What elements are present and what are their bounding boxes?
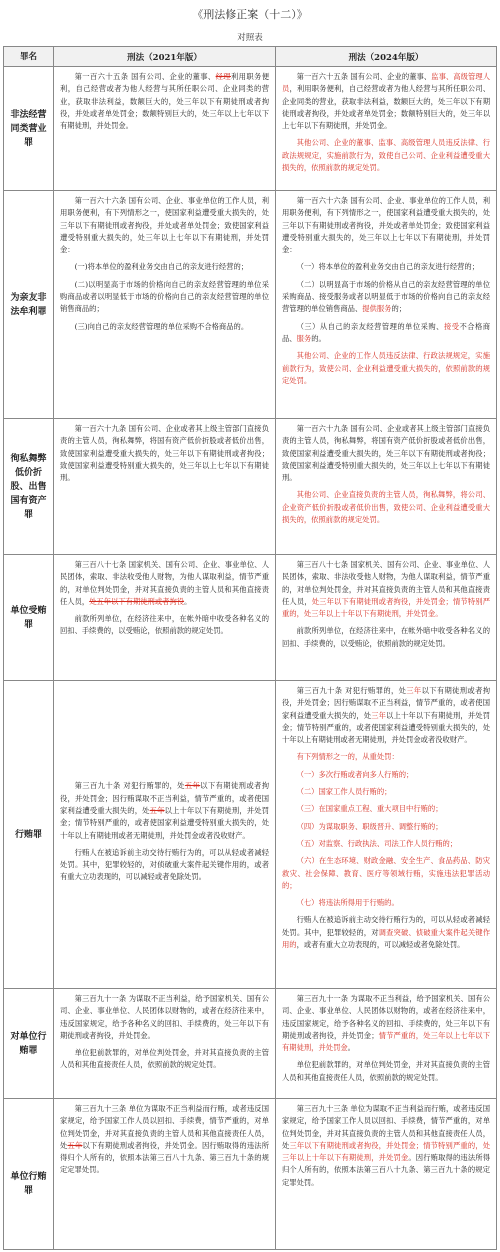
table-row: [4, 67, 496, 191]
table-row: [4, 1099, 496, 1250]
old-text-cell: [54, 681, 276, 988]
new-paragraph: 行贿人在被追诉前主动交待行贿行为的，可以从轻或者减轻处罚。其中，犯罪较轻的，对调查突破、侦破重大案件起关键作用的，或者有重大立功表现的，可以减轻或者免除处罚。: [282, 915, 491, 950]
new-paragraph: 第三百九十三条 单位为谋取不正当利益而行贿，或者违反国家规定，给予国家工作人员以回扣、手续费，情节严重的，对单位判处罚金，并对其直接负责的主管人员和其他直接责任人员，处三年以下有期徒刑或者拘役，并处罚金；情节特别严重的，处三年以上十年以下有期徒刑，并处罚金。因行贿取得的违法所得归个人所有的，依照本法第三百八十九条、第三百九十条的规定定罪处罚。: [282, 1104, 491, 1187]
amended-text: 服务: [296, 333, 312, 343]
old-paragraph: 第一百六十六条 国有公司、企业、事业单位的工作人员，利用职务便利，有下列情形之一，使国家利益遭受重大损失的，处三年以下有期徒刑或者拘役，并处或者单处罚金；致使国家利益遭受特别重大损失的，处三年以上七年以下有期徒刑，并处罚金：: [60, 196, 269, 255]
old-paragraph: 第一百六十五条 国有公司、企业的董事、经理利用职务便利，自己经营或者为他人经营与其所任职公司、企业同类的营业，获取非法利益，数额巨大的，处三年以下有期徒刑或者拘役，并处或者单处罚金；数额特别巨大的，处三年以上七年以下有期徒刑，并处罚金。: [60, 72, 270, 131]
new-paragraph: 其他公司、企业的董事、监事、高级管理人员违反法律、行政法规规定，实施前款行为，致使自己公司、企业利益遭受重大损失的，依照前款的规定处罚。: [282, 138, 490, 173]
old-text-cell: [54, 1099, 276, 1250]
new-text-cell: [276, 681, 496, 988]
old-text-cell: [54, 555, 276, 680]
new-paragraph: （六）在生态环境、财政金融、安全生产、食品药品、防灾救灾、社会保障、教育、医疗等领域行贿，实施违法犯罪活动的；: [282, 856, 490, 890]
new-paragraph: （五）对监察、行政执法、司法工作人员行贿的；: [296, 838, 458, 848]
new-paragraph: 其他公司、企业的工作人员违反法律、行政法规规定，实施前款行为，致使公司、企业利益遭受重大损失的，依照前款的规定处罚。: [282, 351, 490, 385]
old-paragraph: 第三百九十一条 为谋取不正当利益，给予国家机关、国有公司、企业、事业单位、人民团体以财物的，或者在经济往来中，违反国家规定，给予各种名义的回扣、手续费的，处三年以下有期徒刑或者拘役，并处罚金。: [60, 994, 269, 1040]
new-paragraph: （二）国家工作人员行贿的；: [296, 787, 392, 797]
amended-text: 三年: [371, 710, 387, 720]
table-row: [4, 681, 496, 989]
old-paragraph: (一)将本单位的盈利业务交由自己的亲友进行经营的；: [74, 262, 249, 272]
crime-name: 为亲友非法牟利罪: [4, 191, 54, 418]
amended-text: 调查突破、侦破重大案件起关键作用的: [282, 927, 491, 950]
amended-text: 情节严重的，处三年以上七年以下有期徒刑，并处罚金: [282, 1030, 491, 1053]
new-paragraph: 第三百九十条 对犯行贿罪的，处三年以下有期徒刑或者拘役，并处罚金；因行贿谋取不正当利益，情节严重的，或者使国家利益遭受重大损失的，处三年以上十年以下有期徒刑，并处罚金；情节特别严重的，或者使国家利益遭受特别重大损失的，处十年以上有期徒刑或者无期徒刑，并处罚金或者没收财产。: [282, 686, 491, 745]
old-paragraph: 单位犯前款罪的，对单位判处罚金，并对其直接负责的主管人员和其他直接责任人员，依照前款的规定处罚。: [60, 1048, 269, 1070]
crime-name: 对单位行贿罪: [4, 989, 54, 1098]
amended-text: 三年以下有期徒刑或者拘役，并处罚金；情节特别严重的，处三年以上十年以下有期徒刑，并处罚金: [282, 1140, 491, 1163]
old-text-cell: [54, 419, 276, 554]
amended-text: 提供服务: [362, 304, 392, 314]
old-paragraph: 第一百六十九条 国有公司、企业或者其上级主管部门直接负责的主管人员，徇私舞弊，将国有资产低价折股或者低价出售，致使国家利益遭受重大损失的，处三年以下有期徒刑或者拘役；致使国家利益遭受特别重大损失的，处三年以上七年以下有期徒刑。: [60, 424, 269, 483]
crime-name: 单位行贿罪: [4, 1099, 54, 1250]
crime-name: 徇私舞弊低价折股、出售国有资产罪: [4, 419, 54, 554]
table-row: [4, 419, 496, 555]
old-paragraph: (二)以明显高于市场的价格向自己的亲友经营管理的单位采购商品或者以明显低于市场的价格向自己的亲友经营管理的单位销售商品的；: [60, 279, 269, 314]
old-text-cell: [54, 67, 276, 190]
new-text-cell: [276, 191, 496, 418]
doc-title: 《刑法修正案（十二）》: [192, 8, 308, 21]
old-paragraph: 第三百八十七条 国家机关、国有公司、企业、事业单位、人民团体，索取、非法收受他人财物，为他人谋取利益，情节严重的，对单位判处罚金，并对其直接负责的主管人员和其他直接责任人员，处五年以下有期徒刑或者拘役。: [60, 560, 269, 606]
header-2024: 刑法（2024年版）: [348, 52, 424, 63]
table-row: [4, 555, 496, 681]
comparison-table: [3, 46, 497, 1250]
new-text-cell: [276, 989, 496, 1098]
new-paragraph: 其他公司、企业直接负责的主管人员，徇私舞弊，将公司、企业资产低价折股或者低价出售，致使公司、企业利益遭受重大损失的，依照前款的规定处罚。: [282, 490, 490, 525]
new-paragraph: 第一百六十五条 国有公司、企业的董事、监事、高级管理人员，利用职务便利，自己经营或者为他人经营与其所任职公司、企业同类的营业，获取非法利益，数额巨大的，处三年以下有期徒刑或者拘役，并处或者单处罚金；数额特别巨大的，处三年以上七年以下有期徒刑，并处罚金。: [282, 72, 491, 131]
new-paragraph: 第一百六十六条 国有公司、企业、事业单位的工作人员，利用职务便利，有下列情形之一，使国家利益遭受重大损失的，处三年以下有期徒刑或者拘役，并处或者单处罚金；致使国家利益遭受特别重大损失的，处三年以上七年以下有期徒刑，并处罚金：: [282, 196, 490, 255]
deleted-text: 五年: [184, 781, 201, 791]
amended-text: 监事、高级管理人员: [282, 72, 490, 94]
crime-name: 非法经营同类营业罪: [4, 67, 54, 190]
amended-text: 接受: [443, 321, 460, 331]
deleted-text: 处五年以下有期徒刑或者拘役: [89, 596, 185, 606]
old-paragraph: (三)向自己的亲友经营管理的单位采购不合格商品的。: [74, 321, 249, 331]
crime-name: 行贿罪: [4, 681, 54, 988]
old-paragraph: 第三百九十条 对犯行贿罪的，处五年以下有期徒刑或者拘役，并处罚金；因行贿谋取不正当利益，情节严重的，或者使国家利益遭受重大损失的，处五年以上十年以下有期徒刑，并处罚金；情节特别严重的，或者使国家利益遭受特别重大损失的，处十年以上有期徒刑或者无期徒刑，并处罚金或者没收财产。: [60, 781, 270, 840]
new-paragraph: 第一百六十九条 国有公司、企业或者其上级主管部门直接负责的主管人员，徇私舞弊，将国有资产低价折股或者低价出售，致使国家利益遭受重大损失的，处三年以下有期徒刑或者拘役；致使国家利益遭受特别重大损失的，处三年以上七年以下有期徒刑。: [282, 424, 490, 483]
old-text-cell: [54, 989, 276, 1098]
deleted-text: 经理: [215, 72, 231, 81]
new-paragraph: （二）以明显高于市场的价格从自己的亲友经营管理的单位采购商品、接受服务或者以明显低于市场的价格向自己的亲友经营管理的单位销售商品、提供服务的；: [282, 279, 490, 314]
new-text-cell: [276, 419, 496, 554]
new-paragraph: （三）在国家重点工程、重大项目中行贿的；: [296, 804, 443, 814]
deleted-text: 五年: [67, 1140, 83, 1150]
new-text-cell: [276, 555, 496, 680]
crime-name: 单位受贿罪: [4, 555, 54, 680]
old-paragraph: 行贿人在被追诉前主动交待行贿行为的，可以从轻或者减轻处罚。其中，犯罪较轻的，对侦破重大案件起关键作用的，或者有重大立功表现的，可以减轻或者免除处罚。: [60, 847, 269, 882]
new-paragraph: 第三百八十七条 国家机关、国有公司、企业、事业单位、人民团体，索取、非法收受他人财物，为他人谋取利益，情节严重的，对单位判处罚金，并对其直接负责的主管人员和其他直接责任人员，处三年以下有期徒刑或者拘役，并处罚金；情节特别严重的，处三年以上十年以下有期徒刑，并处罚金。: [282, 560, 490, 619]
old-text-cell: [54, 191, 276, 418]
doc-subtitle: 对照表: [237, 33, 263, 43]
new-text-cell: [276, 1099, 496, 1250]
new-paragraph: （三）从自己的亲友经营管理的单位采购、接受不合格商品、服务的。: [282, 321, 491, 343]
deleted-text: 五年: [149, 805, 165, 815]
new-paragraph: （七）将违法所得用于行贿的。: [296, 898, 399, 908]
table-header-row: [4, 47, 496, 67]
new-paragraph: 有下列情形之一的，从重处罚：: [296, 752, 399, 762]
new-paragraph: （一）将本单位的盈利业务交由自己的亲友进行经营的；: [296, 262, 480, 272]
amended-text: 三年: [406, 686, 422, 695]
new-text-cell: [276, 67, 496, 190]
header-2021: 刑法（2021年版）: [54, 47, 276, 66]
header-crime: 罪名: [4, 47, 54, 66]
old-paragraph: 第三百九十三条 单位为谋取不正当利益而行贿，或者违反国家规定，给予国家工作人员以回扣、手续费，情节严重的，对单位判处罚金，并对其直接负责的主管人员和其他直接责任人员，处五年以下有期徒刑或者拘役，并处罚金。因行贿取得的违法所得归个人所有的，依照本法第三百八十九条、第三百九十条的规定定罪处罚。: [60, 1104, 270, 1175]
new-paragraph: 单位犯前款罪的，对单位判处罚金，并对其直接负责的主管人员和其他直接责任人员，依照前款的规定处罚。: [282, 1060, 490, 1082]
old-paragraph: 前款所列单位，在经济往来中，在帐外暗中收受各种名义的回扣、手续费的，以受贿论，依照前款的规定处罚。: [60, 614, 269, 636]
table-row: [4, 191, 496, 419]
table-row: [4, 989, 496, 1099]
amended-text: 处三年以下有期徒刑或者拘役，并处罚金；情节特别严重的，处三年以上十年以下有期徒刑，并处罚金。: [282, 596, 490, 619]
new-paragraph: 前款所列单位，在经济往来中，在帐外暗中收受各种名义的回扣、手续费的，以受贿论，依照前款的规定处罚。: [282, 626, 490, 648]
new-paragraph: （一）多次行贿或者向多人行贿的；: [296, 769, 414, 779]
new-paragraph: 第三百九十一条 为谋取不正当利益，给予国家机关、国有公司、企业、事业单位、人民团体以财物的，或者在经济往来中，违反国家规定，给予各种名义的回扣、手续费的，处三年以下有期徒刑或者拘役，并处罚金；情节严重的，处三年以上七年以下有期徒刑，并处罚金。: [282, 994, 491, 1053]
new-paragraph: （四）为谋取职务、职级晋升、调整行贿的；: [296, 821, 443, 831]
